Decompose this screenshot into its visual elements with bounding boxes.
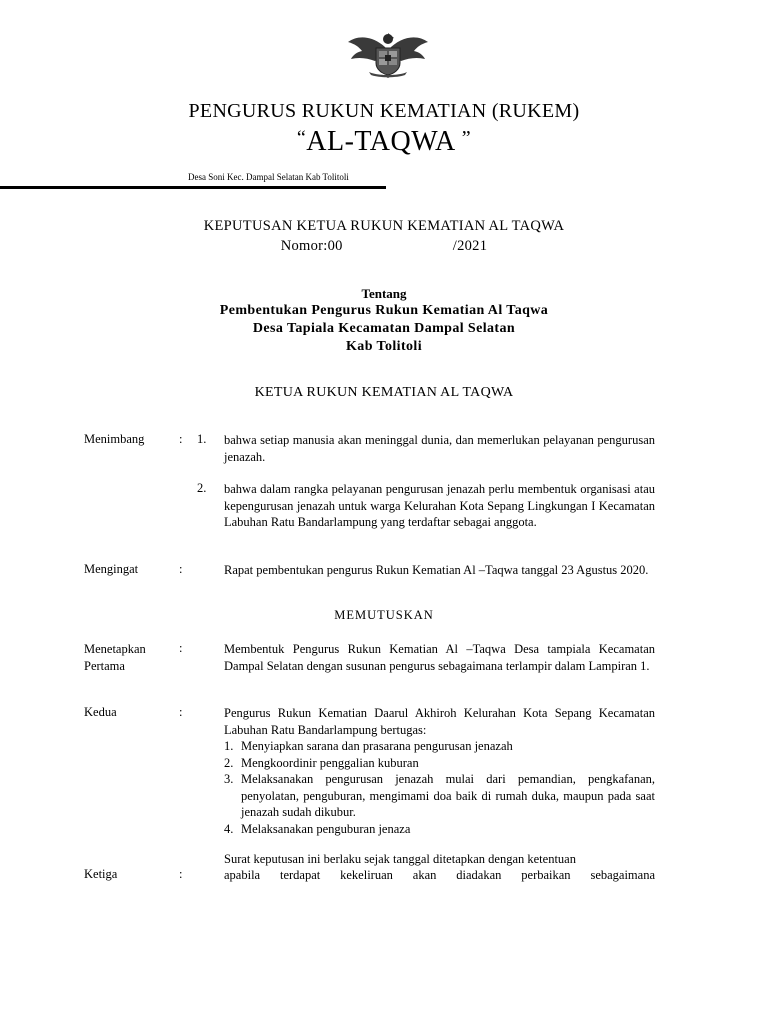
list-item — [224, 771, 655, 821]
second-intro: Pengurus Rukun Kematian Daarul Akhiroh Kelurahan Kota Sepang Kecamatan Labuhan Ratu Bandarlampung bertugas: — [224, 706, 655, 737]
considering-item-text — [224, 432, 655, 465]
duty-number: 3. — [224, 772, 234, 786]
open-quote: “ — [296, 127, 307, 149]
decree-number-year: /2021 — [452, 238, 488, 254]
second-label: Kedua — [84, 705, 117, 719]
org-address: Desa Soni Kec. Dampal Selatan Kab Tolitoli — [188, 172, 349, 182]
list-item — [224, 821, 655, 838]
first-label-line1: Menetapkan — [84, 642, 146, 656]
decree-number-label: Nomor:00 — [280, 238, 343, 254]
considering-item-1-text: bahwa setiap manusia akan meninggal dunia, dan memerlukan pelayanan pengurusan jenazah. — [224, 433, 655, 464]
remembering-label: Mengingat — [84, 562, 139, 576]
decree-number — [0, 238, 768, 255]
garuda-emblem-icon — [345, 30, 431, 78]
header-divider — [0, 186, 386, 189]
list-item — [224, 738, 655, 755]
duty-text: Melaksanakan pengurusan jenazah mulai dari pemandian, pengkafanan, penyolatan, penguburan, mengimami doa baik di rumah duka, maupun pada saat jenazah sudah dikubur. — [241, 772, 655, 819]
first-label — [84, 641, 146, 674]
about-line: Pembentukan Pengurus Rukun Kematian Al Taqwa — [219, 303, 549, 318]
decree-title: KEPUTUSAN KETUA RUKUN KEMATIAN AL TAQWA — [203, 218, 565, 234]
chief-title: KETUA RUKUN KEMATIAN AL TAQWA — [254, 385, 514, 400]
duty-text: Melaksanakan penguburan jenaza — [241, 821, 411, 836]
second-section — [224, 705, 655, 837]
org-title: PENGURUS RUKUN KEMATIAN (RUKEM) — [188, 100, 580, 122]
duties-list — [224, 738, 655, 837]
third-text-line2: apabila terdapat kekeliruan akan diadakan perbaikan sebagaimana — [224, 868, 655, 882]
duty-number: 4. — [224, 821, 234, 836]
third-text-line1: Surat keputusan ini berlaku sejak tanggal ditetapkan dengan ketentuan — [224, 852, 576, 866]
org-name — [0, 126, 768, 158]
considering-item-number: 1. — [197, 432, 207, 446]
first-label-line2: Pertama — [84, 658, 125, 673]
decide-title: MEMUTUSKAN — [334, 608, 434, 622]
remembering-text: Rapat pembentukan pengurus Rukun Kematian Al –Taqwa tanggal 23 Agustus 2020. — [224, 563, 649, 577]
close-quote: ” — [461, 127, 472, 149]
considering-item-number: 2. — [197, 481, 207, 495]
remembering-colon: : — [179, 562, 183, 576]
duty-text: Mengkoordinir penggalian kuburan — [241, 755, 419, 770]
third-colon: : — [179, 867, 183, 881]
about-line: Desa Tapiala Kecamatan Dampal Selatan — [252, 321, 516, 336]
considering-label: Menimbang — [84, 432, 145, 446]
duty-number: 1. — [224, 739, 234, 753]
org-name-text: AL-TAQWA — [306, 126, 462, 157]
third-label: Ketiga — [84, 867, 118, 881]
first-colon: : — [179, 641, 183, 655]
considering-item-2-text: bahwa dalam rangka pelayanan pengurusan jenazah perlu membentuk organisasi atau kepengurusan jenazah untuk warga Kelurahan Kota Sepang Lingkungan I Kecamatan Labuhan Ratu Bandarlampung yang terdaftar sebagai anggota. — [224, 482, 655, 529]
first-text: Membentuk Pengurus Rukun Kematian Al –Taqwa Desa tampiala Kecamatan Dampal Selatan dengan susunan pengurus sebagaimana terlampir dalam Lampiran 1. — [224, 642, 655, 673]
considering-colon: : — [179, 432, 183, 446]
list-item — [224, 755, 655, 772]
considering-item-text — [224, 481, 655, 531]
garuda-emblem-graphic — [345, 30, 431, 78]
about-label: Tentang — [361, 286, 407, 301]
second-colon: : — [179, 705, 183, 719]
duty-text: Menyiapkan sarana dan prasarana pengurusan jenazah — [241, 739, 513, 753]
about-line: Kab Tolitoli — [346, 339, 422, 354]
duty-number: 2. — [224, 755, 234, 770]
